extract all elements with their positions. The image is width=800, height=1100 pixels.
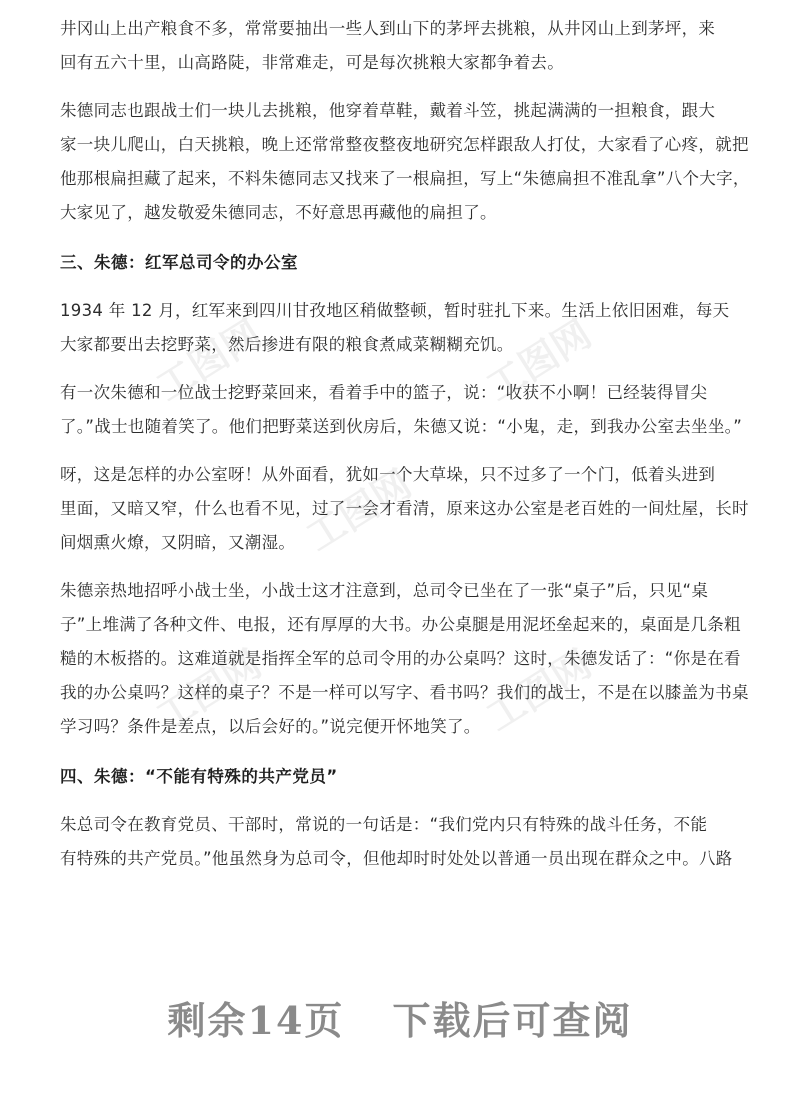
paragraph — [60, 574, 750, 744]
paragraph — [60, 458, 750, 560]
text-line: 他那根扁担藏了起来，不料朱德同志又找来了一根扁担，写上“朱德扁担不准乱拿”八个大字， — [60, 169, 750, 188]
text-line: 回有五六十里，山高路陡，非常难走，可是每次挑粮大家都争着去。 — [60, 53, 564, 72]
text-line: 子”上堆满了各种文件、电报，还有厚厚的大书。办公桌腿是用泥坯垒起来的，桌面是几条粗 — [60, 615, 741, 634]
text-line: 里面，又暗又窄，什么也看不见，过了一会才看清，原来这办公室是老百姓的一间灶屋，长时 — [60, 499, 749, 518]
watermark: 工图网 — [478, 311, 599, 410]
text-line: 井冈山上出产粮食不多，常常要抽出一些人到山下的茅坪去挑粮，从井冈山上到茅坪，来 — [60, 19, 716, 38]
text-line: 大家都要出去挖野菜，然后掺进有限的粮食煮咸菜糊糊充饥。 — [60, 335, 514, 354]
text-line: 大家见了，越发敬爱朱德同志，不好意思再藏他的扁担了。 — [60, 203, 497, 222]
section-heading: 三、朱德：红军总司令的办公室 — [60, 253, 298, 272]
watermark: 工图网 — [298, 461, 419, 560]
watermark: 工图网 — [478, 641, 599, 740]
download-prompt-banner[interactable] — [0, 990, 800, 1060]
download-to-view-label: 下载后可查阅 — [392, 998, 633, 1043]
text-line: 朱德亲热地招呼小战士坐，小战士这才注意到，总司令已坐在了一张“桌子”后，只见“桌 — [60, 581, 709, 600]
text-line: 糙的木板搭的。这难道就是指挥全军的总司令用的办公桌吗？这时，朱德发话了：“你是在看 — [60, 649, 741, 668]
document-body — [60, 12, 750, 876]
text-line: 间烟熏火燎，又阴暗，又潮湿。 — [60, 533, 296, 552]
text-line: 呀，这是怎样的办公室呀！从外面看，犹如一个大草垛，只不过多了一个门，低着头进到 — [60, 465, 716, 484]
remaining-pages-label: 剩余14页 — [167, 998, 345, 1043]
watermark: 工图网 — [148, 641, 269, 740]
paragraph — [60, 94, 750, 230]
paragraph — [60, 294, 750, 362]
text-line: 朱总司令在教育党员、干部时，常说的一句话是：“我们党内只有特殊的战斗任务，不能 — [60, 815, 708, 834]
text-line: 家一块儿爬山，白天挑粮，晚上还常常整夜整夜地研究怎样跟敌人打仗，大家看了心疼，就把 — [60, 135, 749, 154]
text-line: 了。”战士也随着笑了。他们把野菜送到伙房后，朱德又说：“小鬼，走，到我办公室去坐坐。” — [60, 417, 743, 436]
text-line: 学习吗？条件是差点，以后会好的。”说完便开怀地笑了。 — [60, 717, 481, 736]
text-line: 1934 年 12 月，红军来到四川甘孜地区稍做整顿，暂时驻扎下来。生活上依旧困难，每天 — [60, 301, 730, 320]
paragraph — [60, 12, 750, 80]
text-line: 我的办公桌吗？这样的桌子？不是一样可以写字、看书吗？我们的战士，不是在以膝盖为书桌 — [60, 683, 749, 702]
watermark: 工图网 — [148, 311, 269, 410]
text-line: 有一次朱德和一位战士挖野菜回来，看着手中的篮子，说：“收获不小啊！已经装得冒尖 — [60, 383, 708, 402]
section-heading: 四、朱德：“不能有特殊的共产党员” — [60, 767, 338, 786]
text-line: 有特殊的共产党员。”他虽然身为总司令，但他却时时处处以普通一员出现在群众之中。八路 — [60, 849, 733, 868]
paragraph — [60, 808, 750, 876]
text-line: 朱德同志也跟战士们一块儿去挑粮，他穿着草鞋，戴着斗笠，挑起满满的一担粮食，跟大 — [60, 101, 716, 120]
paragraph — [60, 376, 750, 444]
